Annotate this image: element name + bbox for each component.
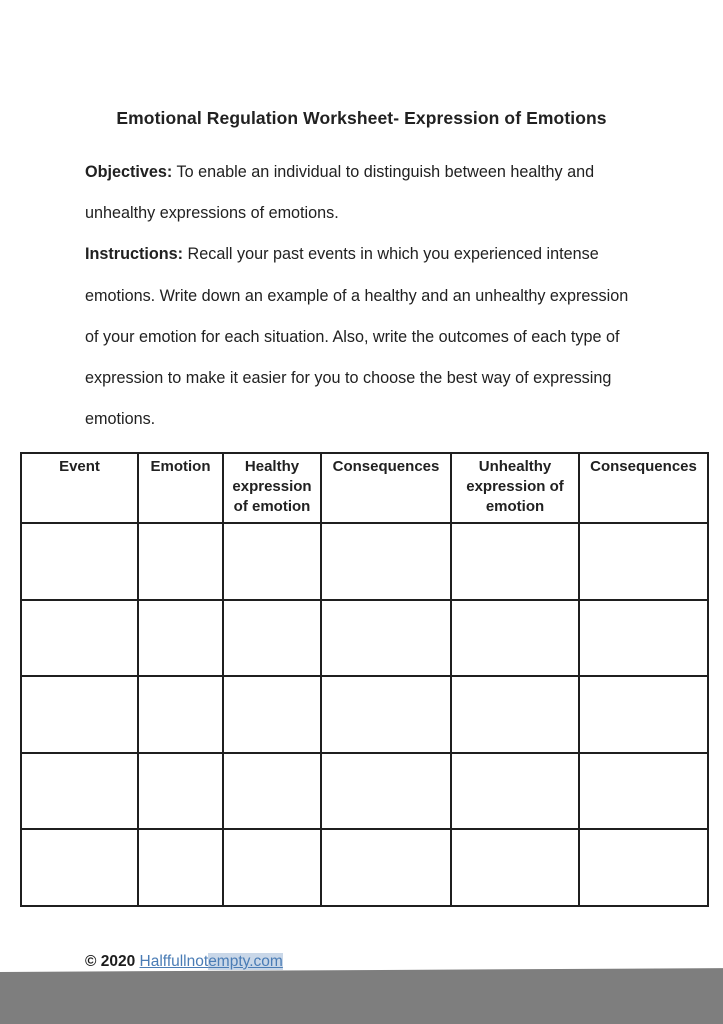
column-header-event: Event <box>21 453 138 523</box>
worksheet-cell <box>451 676 579 753</box>
worksheet-cell <box>21 523 138 600</box>
worksheet-cell <box>223 676 321 753</box>
objectives-paragraph <box>85 152 630 234</box>
copyright-text: © 2020 <box>85 953 136 970</box>
worksheet-cell <box>21 829 138 906</box>
instructions-label: Instructions: <box>85 245 184 264</box>
worksheet-cell <box>321 523 451 600</box>
worksheet-cell <box>579 523 708 600</box>
worksheet-cell <box>321 829 451 906</box>
footer <box>85 953 283 971</box>
worksheet-cell <box>321 753 451 830</box>
table-row <box>21 829 708 906</box>
table-row <box>21 676 708 753</box>
worksheet-cell <box>223 829 321 906</box>
worksheet-cell <box>579 600 708 677</box>
worksheet-cell <box>138 523 223 600</box>
worksheet-cell <box>451 829 579 906</box>
table-row <box>21 600 708 677</box>
worksheet-cell <box>21 753 138 830</box>
column-header-healthy-expression: Healthy expression of emotion <box>223 453 321 523</box>
worksheet-cell <box>223 600 321 677</box>
worksheet-cell <box>21 676 138 753</box>
worksheet-cell <box>21 600 138 677</box>
worksheet-cell <box>138 676 223 753</box>
column-header-consequences-2: Consequences <box>579 453 708 523</box>
table-row <box>21 523 708 600</box>
worksheet-cell <box>451 523 579 600</box>
worksheet-cell <box>138 753 223 830</box>
worksheet-cell <box>138 600 223 677</box>
column-header-unhealthy-expression: Unhealthy expression of emotion <box>451 453 579 523</box>
footer-link[interactable] <box>140 953 283 970</box>
table-row <box>21 753 708 830</box>
intro-text-block <box>85 152 630 440</box>
viewer-bottom-gray-band <box>0 968 723 1024</box>
objectives-text: To enable an individual to distinguish between healthy and unhealthy expressions of emotions. <box>85 163 595 223</box>
worksheet-cell <box>451 600 579 677</box>
worksheet-title: Emotional Regulation Worksheet- Expression of Emotions <box>116 108 607 128</box>
worksheet-cell <box>451 753 579 830</box>
objectives-label: Objectives: <box>85 163 173 181</box>
worksheet-cell <box>138 829 223 906</box>
worksheet-cell <box>579 676 708 753</box>
table-header-row <box>21 453 708 523</box>
worksheet-cell <box>223 753 321 830</box>
column-header-emotion: Emotion <box>138 453 223 523</box>
worksheet-cell <box>321 600 451 677</box>
worksheet-cell <box>223 523 321 600</box>
worksheet-cell <box>321 676 451 753</box>
worksheet-cell <box>579 753 708 830</box>
column-header-consequences-1: Consequences <box>321 453 451 523</box>
footer-link-plain-part: Halffullnot <box>139 953 209 970</box>
worksheet-cell <box>579 829 708 906</box>
footer-link-highlighted-part: empty.com <box>208 953 283 970</box>
instructions-text: Recall your past events in which you experienced intense emotions. Write down an example of a healthy and an unhealthy expression of your emotion for each situation. Also, write the outcomes of each type of expression to make it easier for you to choose the best way of expressing emotions. <box>85 245 629 429</box>
instructions-paragraph <box>85 234 630 440</box>
worksheet-table <box>20 452 709 907</box>
